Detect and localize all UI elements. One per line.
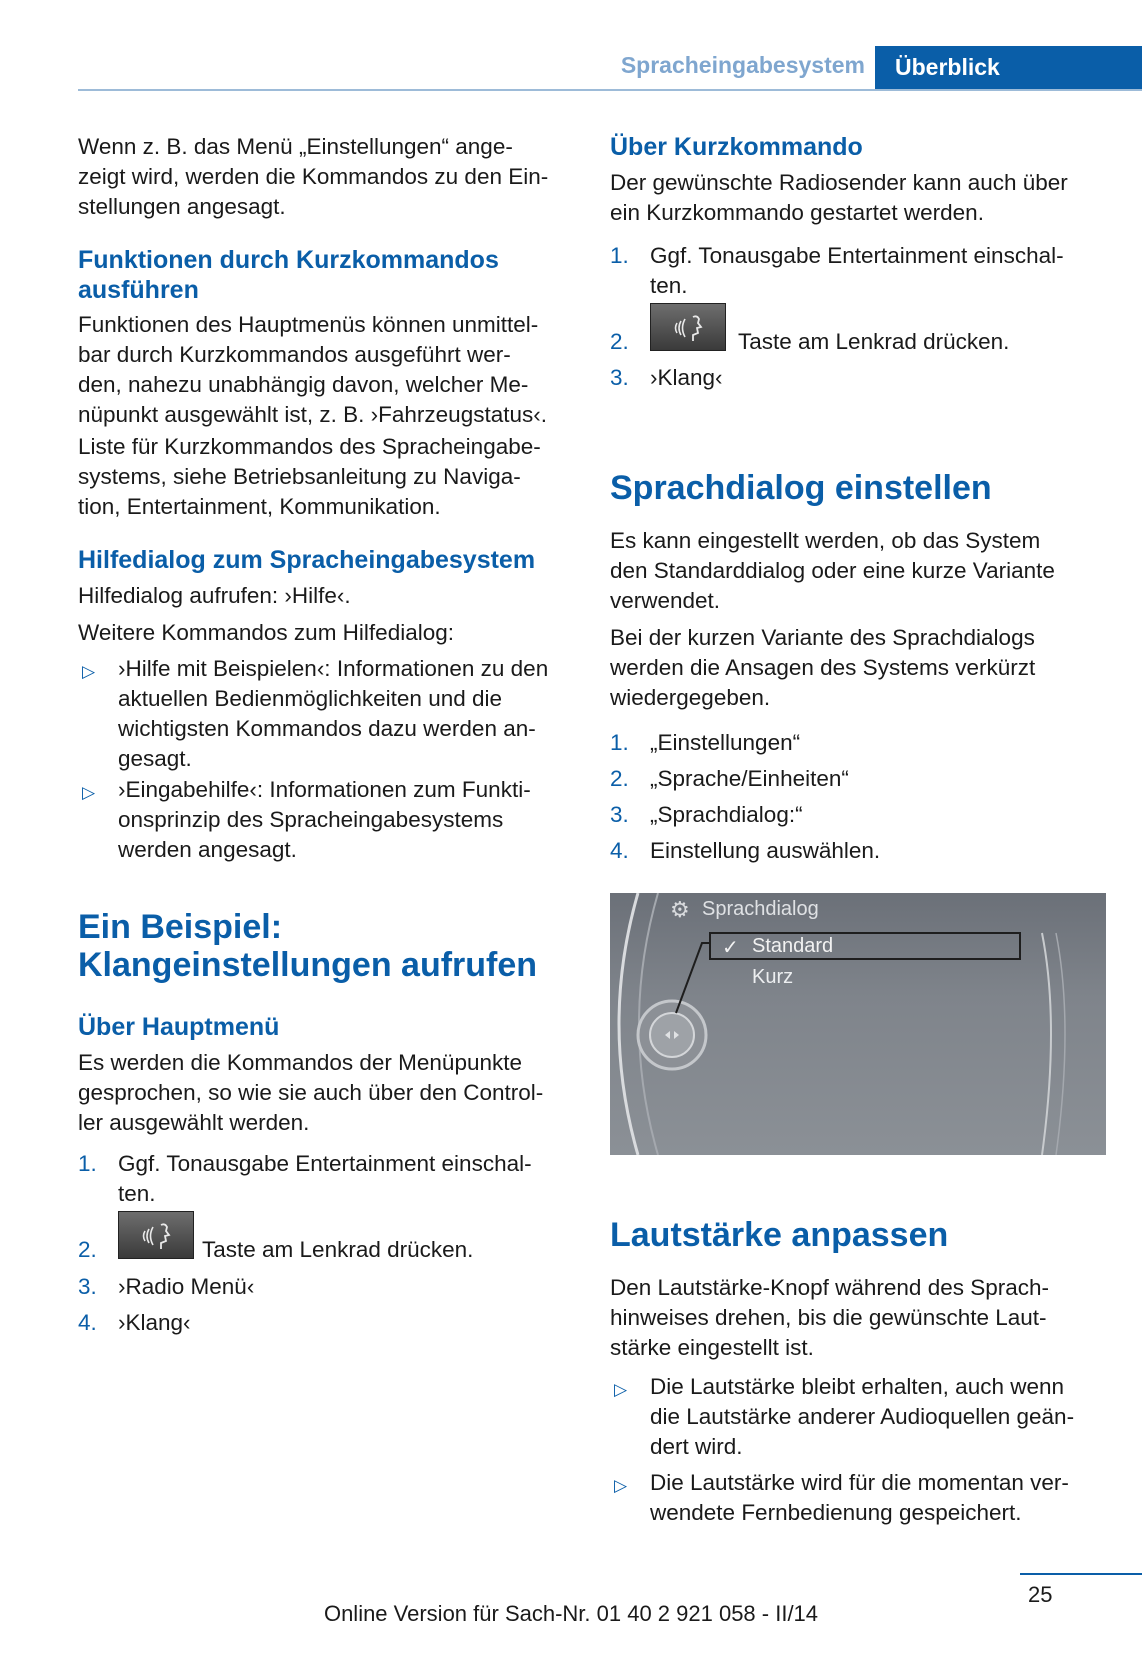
triangle-bullet-icon: ▷: [82, 783, 96, 802]
paragraph-weitere-kommandos: Weitere Kommandos zum Hilfedialog:: [78, 620, 454, 645]
heading-sprachdialog-einstellen: Sprachdialog einstellen: [610, 469, 992, 507]
page-number: 25: [1028, 1582, 1053, 1607]
heading-funktionen: Funktionen durch Kurzkommandos ausführen: [78, 246, 499, 304]
paragraph-kurzkommando: Der gewünschte Radiosender kann auch über ein Kurzkommando gestartet werden.: [610, 170, 1068, 225]
sprachdialog-screen-illustration: [610, 893, 1106, 1155]
paragraph-lautstaerke: Den Lautstärke-Knopf während des Sprach- hinweises drehen, bis die gewünschte Laut- stärke eingestellt ist.: [610, 1275, 1050, 1360]
heading-ueber-hauptmenue: Über Hauptmenü: [78, 1013, 280, 1041]
paragraph-hilfe-aufrufen: Hilfedialog aufrufen: ›Hilfe‹.: [78, 583, 351, 608]
paragraph-sprachdialog-1: Es kann eingestellt werden, ob das System den Standarddialog oder eine kurze Variante verwendet.: [610, 528, 1055, 613]
intro-paragraph: Wenn z. B. das Menü „Einstellungen“ ange- zeigt wird, werden die Kommandos zu den Ein- stellungen angesagt.: [78, 134, 549, 219]
triangle-bullet-icon: ▷: [614, 1476, 628, 1495]
heading-ein-beispiel: Ein Beispiel: Klangeinstellungen aufrufen: [78, 908, 538, 984]
header-rule: [78, 89, 1142, 91]
page-number-rule: [1020, 1573, 1142, 1575]
footer-text: Online Version für Sach-Nr. 01 40 2 921 058 - II/14: [323, 1601, 819, 1626]
header-tab: Überblick: [875, 46, 1142, 89]
voice-command-key-icon: [118, 1211, 194, 1259]
screen-option-kurz: Kurz: [752, 966, 794, 988]
triangle-bullet-icon: ▷: [82, 662, 96, 681]
triangle-bullet-icon: ▷: [614, 1380, 628, 1399]
voice-command-key-icon: [650, 303, 726, 351]
heading-lautstaerke-anpassen: Lautstärke anpassen: [610, 1216, 949, 1254]
checkmark-icon: ✓: [722, 937, 739, 959]
heading-ueber-kurzkommando: Über Kurzkommando: [610, 133, 863, 161]
paragraph-liste: Liste für Kurzkommandos des Spracheingabe- systems, siehe Betriebsanleitung zu Naviga- tion, Entertainment, Kommunikation.: [78, 434, 541, 519]
header-section-title: Spracheingabesystem: [620, 52, 865, 78]
paragraph-hauptmenue: Es werden die Kommandos der Menüpunkte gesprochen, so wie sie auch über den Control- ler ausgewählt werden.: [78, 1050, 544, 1135]
heading-hilfedialog: Hilfedialog zum Spracheingabesystem: [78, 546, 536, 574]
settings-gear-icon: ⚙: [670, 897, 690, 922]
screen-title: Sprachdialog: [702, 898, 819, 920]
paragraph-sprachdialog-2: Bei der kurzen Variante des Sprachdialogs werden die Ansagen des Systems verkürzt wiedergegeben.: [610, 625, 1036, 710]
screen-option-standard: Standard: [752, 935, 834, 957]
paragraph-funktionen: Funktionen des Hauptmenüs können unmittel- bar durch Kurzkommandos ausgeführt wer- den, nahezu unabhängig davon, welcher Me- nüpunkt ausgewählt ist, z. B. ›Fahrzeugstatus‹.: [78, 312, 547, 427]
